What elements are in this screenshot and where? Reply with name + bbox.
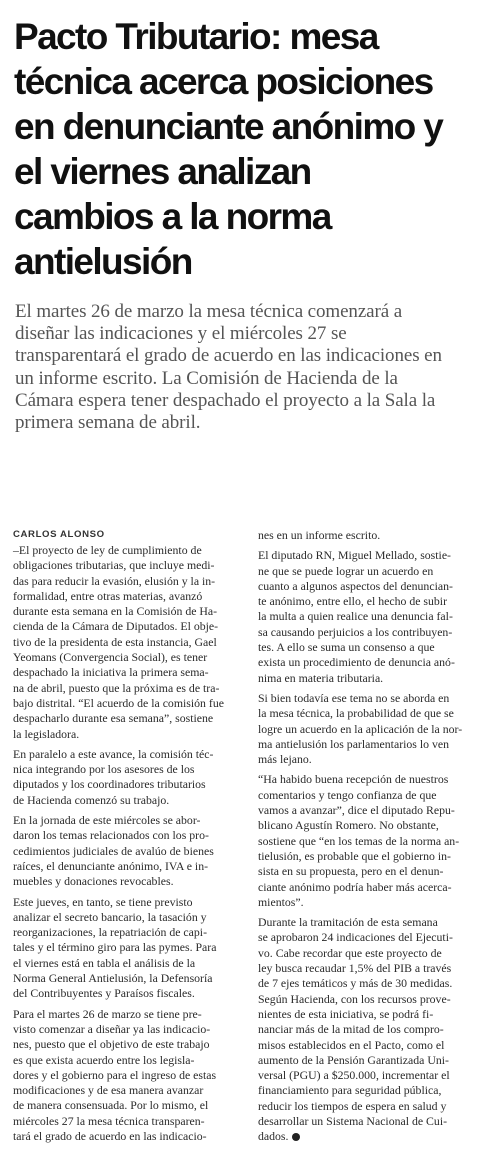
body-line: reducir los tiempos de espera en salud y xyxy=(258,1098,447,1113)
lead-paragraph xyxy=(15,301,477,434)
lead-line: un informe escrito. La Comisión de Hacienda de la xyxy=(15,367,398,389)
body-line: visto comenzar a diseñar ya las indicacio- xyxy=(13,1021,211,1036)
byline: CARLOS ALONSO xyxy=(13,529,105,540)
body-line: bajo distrital. “El acuerdo de la comisión fue xyxy=(13,695,224,710)
body-line: Si bien todavía ese tema no se aborda en xyxy=(258,690,450,705)
body-line: nientes de esta iniciativa, se podrá fi- xyxy=(258,1006,434,1021)
lead-line: El martes 26 de marzo la mesa técnica comenzará a xyxy=(15,301,403,322)
body-line: nes en un informe escrito. xyxy=(258,528,381,542)
body-line: financiamiento para seguridad pública, xyxy=(258,1083,442,1098)
body-line: te anónimo, entre ello, el hecho de subir xyxy=(258,594,448,609)
body-paragraph xyxy=(258,915,484,1144)
body-paragraph xyxy=(258,528,484,543)
body-line: aumento de la Pensión Garantizada Uni- xyxy=(258,1052,449,1067)
body-line: “Ha habido buena recepción de nuestros xyxy=(258,772,449,787)
body-line: vo. Cabe recordar que este proyecto de xyxy=(258,945,442,960)
body-line: reorganizaciones, la repatriación de capi- xyxy=(13,925,207,940)
body-line: blicano Agustín Romero. No obstante, xyxy=(258,818,439,833)
lead-line: diseñar las indicaciones y el miércoles 27 se xyxy=(15,323,347,345)
body-line: despacharlo durante esa semana”, sostiene xyxy=(13,711,214,726)
body-line: más lejano. xyxy=(258,752,312,767)
body-line: diputados y los coordinadores tributarios xyxy=(13,777,206,792)
body-line: despachado la iniciativa la primera sema- xyxy=(13,665,209,680)
end-of-article-icon xyxy=(292,1133,300,1141)
body-line: ciante anónimo podría haber más acerca- xyxy=(258,879,452,894)
body-line: versal (PGU) a $250.000, incrementar el xyxy=(258,1068,450,1083)
body-line: misos establecidos en el Pacto, como el xyxy=(258,1037,445,1052)
body-paragraph xyxy=(13,1007,239,1145)
body-line: vamos a avanzar”, dice el diputado Repu- xyxy=(258,803,455,818)
headline-line: en denunciante anónimo y xyxy=(14,106,443,147)
body-paragraph xyxy=(258,548,484,686)
body-line: analizar el secreto bancario, la tasación y xyxy=(13,909,207,924)
body-line: Norma General Antielusión, la Defensoría xyxy=(13,971,213,986)
body-line: ma antielusión los parlamentarios lo ven xyxy=(258,736,449,751)
body-paragraph xyxy=(258,772,484,910)
headline-line: el viernes analizan xyxy=(14,151,311,192)
body-line: se aprobaron 24 indicaciones del Ejecuti- xyxy=(258,930,453,945)
body-line: nanciar más de la mitad de los compro- xyxy=(258,1022,444,1037)
body-line: En la jornada de este miércoles se abor- xyxy=(13,813,201,828)
lead-line: transparentará el grado de acuerdo en las indicaciones en xyxy=(15,345,442,367)
body-line: raíces, el denunciante anónimo, IVA e in- xyxy=(13,858,209,873)
body-line: tielusión, es probable que el gobierno in- xyxy=(258,848,451,863)
body-line: de manera consensuada. Por lo mismo, el xyxy=(13,1098,209,1113)
body-line: miércoles 27 la mesa técnica transparen- xyxy=(13,1113,205,1128)
body-line: tivo de la presidenta de esta instancia, Gael xyxy=(13,634,217,649)
body-line: na de abril, puesto que la próxima es de tra- xyxy=(13,680,220,695)
body-line: Durante la tramitación de esta semana xyxy=(258,915,438,930)
body-line: –El proyecto de ley de cumplimiento de xyxy=(13,543,202,557)
body-line: sa causando perjuicios a los contribuyen- xyxy=(258,624,453,639)
body-paragraph xyxy=(13,747,239,808)
body-line: obligaciones tributarias, que incluye medi- xyxy=(13,558,215,573)
body-line: desarrollar un Sistema Nacional de Cui- xyxy=(258,1113,448,1128)
body-line: la multa a quien realice una denuncia fal- xyxy=(258,609,453,624)
body-line: tales y el término giro para las pymes. Para xyxy=(13,940,217,955)
body-line: es que exista acuerdo entre los legisla- xyxy=(13,1052,195,1067)
body-line: cienda de la Cámara de Diputados. El obje- xyxy=(13,619,219,634)
body-line: de 7 ejes temáticos y más de 30 medidas. xyxy=(258,976,453,991)
body-line: En paralelo a este avance, la comisión téc- xyxy=(13,746,214,761)
right-column xyxy=(258,528,484,1150)
body-line: daron los temas relacionados con los pro- xyxy=(13,828,209,843)
body-line: dados. xyxy=(258,1129,484,1144)
headline-line: cambios a la norma xyxy=(14,196,331,237)
body-paragraph xyxy=(258,691,484,767)
body-paragraph xyxy=(13,895,239,1002)
headline-line: antielusión xyxy=(14,241,192,282)
body-line: de Hacienda comenzó su trabajo. xyxy=(13,792,170,807)
body-line: logre un acuerdo en la aplicación de la nor- xyxy=(258,721,463,736)
headline-line: técnica acerca posiciones xyxy=(14,61,433,102)
body-line: cedimientos judiciales de avalúo de bienes xyxy=(13,843,214,858)
headline-line: Pacto Tributario: mesa xyxy=(14,16,378,57)
body-line: sostiene que “en los temas de la norma an- xyxy=(258,833,460,848)
body-line: el viernes está en tabla el análisis de la xyxy=(13,955,196,970)
body-line: ne que se puede lograr un acuerdo en xyxy=(258,563,434,578)
lead-line: Cámara espera tener despachado el proyecto a la Sala la xyxy=(15,389,436,411)
body-line: El diputado RN, Miguel Mellado, sostie- xyxy=(258,548,451,563)
body-line: del Contribuyentes y Paraísos fiscales. xyxy=(13,986,195,1001)
body-line: la mesa técnica, la probabilidad de que se xyxy=(258,706,454,721)
body-line: dores y el gobierno para el ingreso de estas xyxy=(13,1067,217,1082)
body-line: tes. A ello se suma un consenso a que xyxy=(258,640,435,655)
body-line: muebles y donaciones revocables. xyxy=(13,874,174,889)
body-line: nima en materia tributaria. xyxy=(258,670,384,685)
lead-line: primera semana de abril. xyxy=(15,412,201,434)
body-line: ley busca recaudar 1,5% del PIB a través xyxy=(258,961,452,976)
body-line: modificaciones y de esa manera avanzar xyxy=(13,1083,204,1098)
body-line: comentarios y tengo confianza de que xyxy=(258,787,437,802)
body-paragraph xyxy=(13,813,239,889)
body-line: sista en su propuesta, pero en el denun- xyxy=(258,864,444,879)
body-line: Este jueves, en tanto, se tiene previsto xyxy=(13,894,193,909)
body-line: durante esta semana en la Comisión de Ha- xyxy=(13,604,218,619)
left-column xyxy=(13,528,239,1149)
body-line: la legisladora. xyxy=(13,726,80,741)
body-line: nes, puesto que el objetivo de este trabajo xyxy=(13,1037,210,1052)
body-line: Yeomans (Convergencia Social), es tener xyxy=(13,650,208,665)
body-line: formalidad, entre otras materias, avanzó xyxy=(13,588,203,603)
body-line: mientos”. xyxy=(258,894,304,909)
headline xyxy=(14,14,478,284)
body-line: nica integrando por los asesores de los xyxy=(13,762,195,777)
body-line: Para el martes 26 de marzo se tiene pre- xyxy=(13,1006,202,1021)
body-line: cuanto a algunos aspectos del denuncian- xyxy=(258,578,453,593)
body-line: exista un procedimiento de denuncia anó- xyxy=(258,655,455,670)
body-paragraph xyxy=(13,543,239,742)
body-line: Según Hacienda, con los recursos prove- xyxy=(258,991,451,1006)
body-line: tará el grado de acuerdo en las indicacio- xyxy=(13,1128,207,1143)
body-line: das para reducir la evasión, elusión y la in- xyxy=(13,573,216,588)
